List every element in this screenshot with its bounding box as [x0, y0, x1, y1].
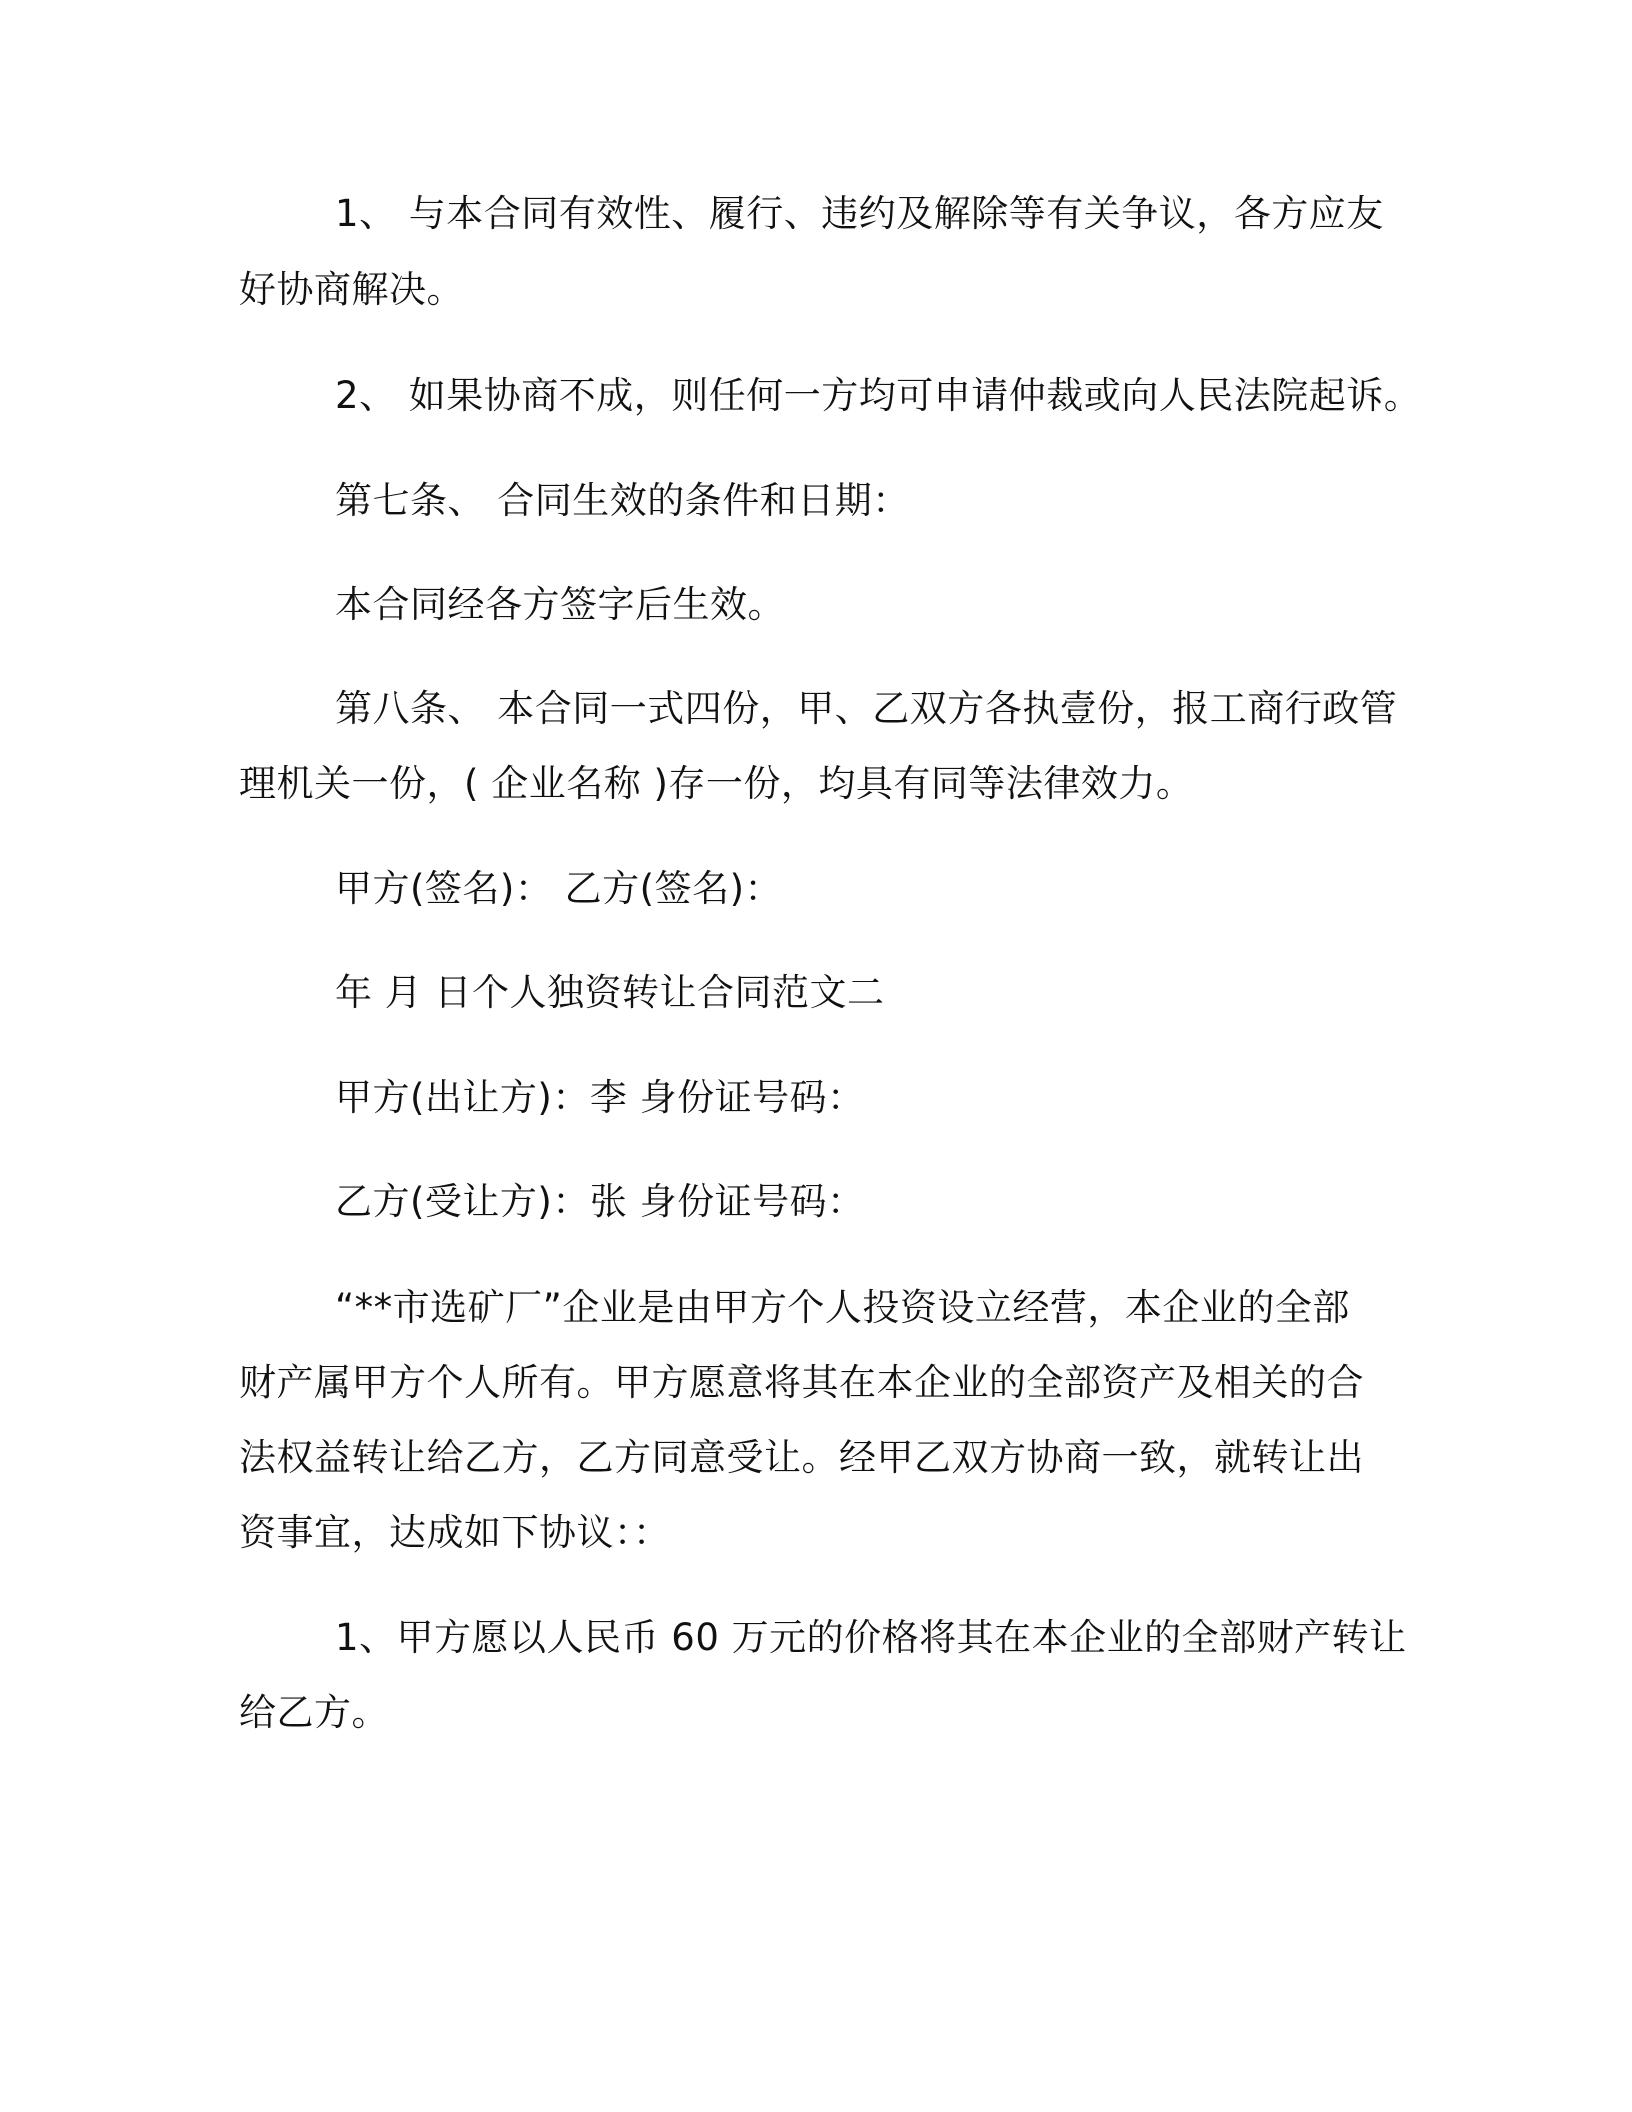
- effective-statement: 本合同经各方签字后生效。: [335, 583, 785, 626]
- agreement-item-1-line-2: 给乙方。: [239, 1691, 389, 1734]
- party-b-line: 乙方(受让方)：张 身份证号码：: [335, 1180, 865, 1223]
- preamble-line-4: 资事宜，达成如下协议：：: [239, 1511, 671, 1554]
- agreement-item-1-line-1: 1、甲方愿以人民币 60 万元的价格将其在本企业的全部财产转让: [335, 1616, 1407, 1659]
- signature-line: 甲方(签名)： 乙方(签名)：: [335, 867, 783, 910]
- preamble-line-1: “**市选矿厂”企业是由甲方个人投资设立经营，本企业的全部: [335, 1286, 1350, 1329]
- clause-2: 2、 如果协商不成，则任何一方均可申请仲裁或向人民法院起诉。: [335, 374, 1422, 417]
- party-a-line: 甲方(出让方)：李 身份证号码：: [335, 1076, 865, 1119]
- article-8-line-2: 理机关一份，( 企业名称 )存一份，均具有同等法律效力。: [239, 762, 1194, 805]
- date-and-title-line: 年 月 日个人独资转让合同范文二: [335, 971, 885, 1014]
- preamble-line-2: 财产属甲方个人所有。甲方愿意将其在本企业的全部资产及相关的合: [239, 1361, 1364, 1404]
- clause-1-line-2: 好协商解决。: [239, 268, 464, 311]
- preamble-line-3: 法权益转让给乙方，乙方同意受让。经甲乙双方协商一致，就转让出: [239, 1436, 1364, 1479]
- clause-1-line-1: 1、 与本合同有效性、履行、违约及解除等有关争议，各方应友: [335, 192, 1384, 235]
- article-8-line-1: 第八条、 本合同一式四份，甲、乙双方各执壹份，报工商行政管: [335, 687, 1398, 730]
- article-7-heading: 第七条、 合同生效的条件和日期：: [335, 479, 910, 522]
